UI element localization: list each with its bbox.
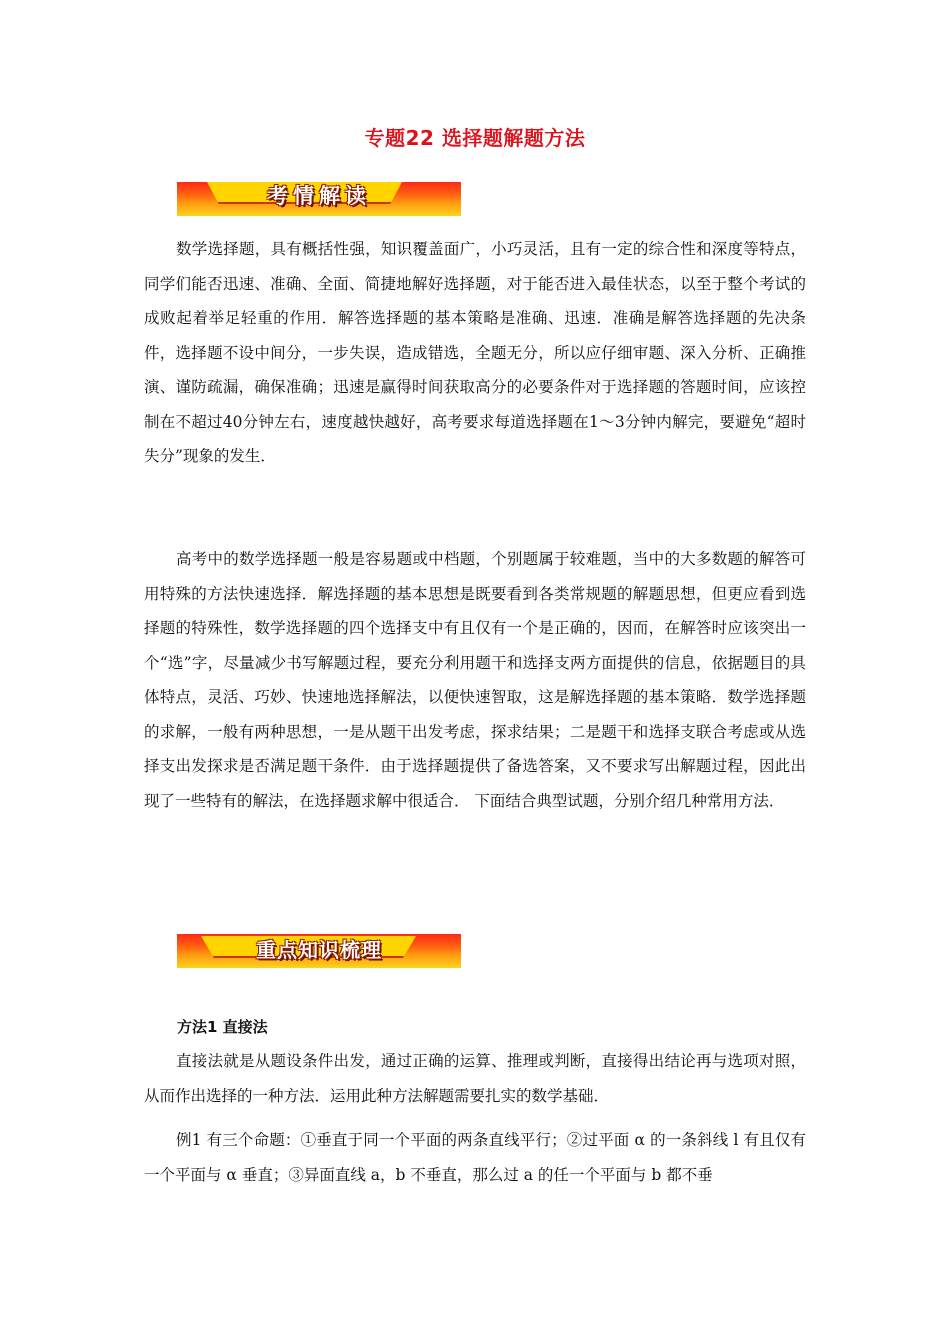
paragraph-intro-1: 数学选择题，具有概括性强，知识覆盖面广，小巧灵活，且有一定的综合性和深度等特点，同学们能否迅速、准确、全面、简捷地解好选择题，对于能否进入最佳状态，以至于整个考试的成败起着举足轻重的作用．解答选择题的基本策略是准确、迅速．准确是解答选择题的先决条件，选择题不设中间分，一步失误，造成错选，全题无分，所以应仔细审题、深入分析、正确推演、谨防疏漏，确保准确；迅速是赢得时间获取高分的必要条件对于选择题的答题时间，应该控制在不超过40分钟左右，速度越快越好，高考要求每道选择题在1～3分钟内解完，要避免“超时失分”现象的发生． [144,240,806,465]
paragraph-example-1: 例1 有三个命题：①垂直于同一个平面的两条直线平行；②过平面 α 的一条斜线 l 有且仅有一个平面与 α 垂直；③异面直线 a，b 不垂直，那么过 a 的任一个平面与 b 都不垂 [144,1131,806,1184]
banner-label: 考情解读 [267,184,371,208]
section-banner-key-knowledge [177,934,461,968]
paragraph-method-1: 直接法就是从题设条件出发，通过正确的运算、推理或判断，直接得出结论再与选项对照，从而作出选择的一种方法．运用此种方法解题需要扎实的数学基础． [144,1052,806,1105]
section-banner-exam-analysis [177,182,461,216]
document-title: 专题22 选择题解题方法 [364,126,586,150]
method-heading: 方法1 直接法 [177,1018,268,1036]
paragraph-intro-2: 高考中的数学选择题一般是容易题或中档题，个别题属于较难题，当中的大多数题的解答可用特殊的方法快速选择．解选择题的基本思想是既要看到各类常规题的解题思想，但更应看到选择题的特殊性，数学选择题的四个选择支中有且仅有一个是正确的，因而，在解答时应该突出一个“选”字，尽量减少书写解题过程，要充分利用题干和选择支两方面提供的信息，依据题目的具体特点，灵活、巧妙、快速地选择解法，以便快速智取，这是解选择题的基本策略．数学选择题的求解，一般有两种思想，一是从题干出发考虑，探求结果；二是题干和选择支联合考虑或从选择支出发探求是否满足题干条件．由于选择题提供了备选答案，又不要求写出解题过程，因此出现了一些特有的解法，在选择题求解中很适合． 下面结合典型试题，分别介绍几种常用方法． [144,550,806,810]
banner-label: 重点知识梳理 [256,938,382,962]
